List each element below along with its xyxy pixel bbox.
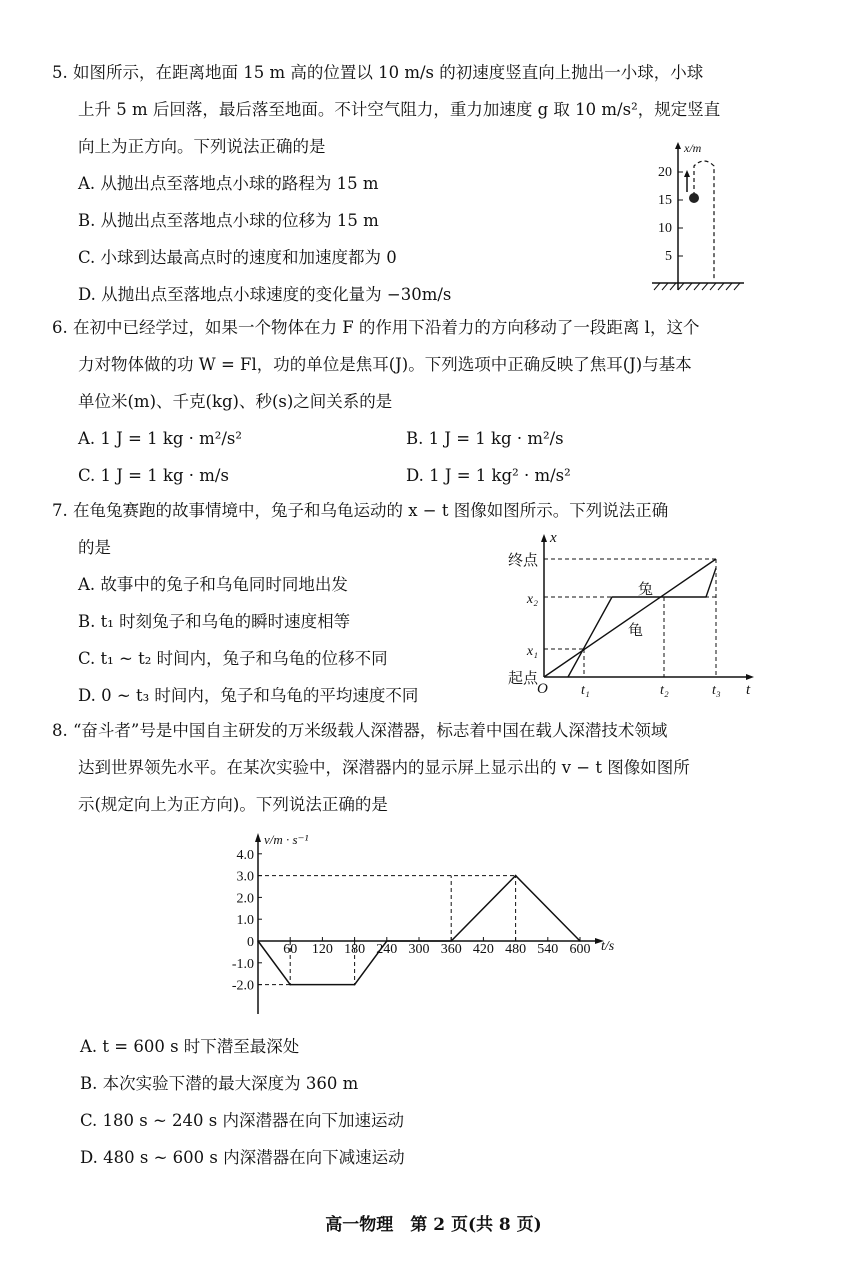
vt-y-tick-label: 3.0: [236, 869, 254, 885]
q5-axis-arrow: [675, 142, 681, 149]
q7-y-axis-label: x: [550, 530, 557, 546]
q7-origin: O: [537, 681, 548, 697]
vt-series-line: [258, 876, 580, 985]
q7-x-axis-label: t: [746, 682, 751, 698]
q5-figure: [640, 138, 750, 298]
q7-figure: [494, 528, 764, 704]
q5-tick-10: 10: [658, 221, 672, 236]
vt-y-tick-label: -1.0: [231, 956, 254, 972]
vt-x-tick-label: 180: [344, 942, 366, 957]
q5-tick-20: 20: [658, 165, 672, 180]
q5-option-c: C. 小球到达最高点时的速度和加速度都为 0: [78, 248, 397, 267]
vt-x-tick-label: 120: [311, 942, 333, 957]
vt-point: [354, 984, 356, 986]
q7-x1-label: x₁: [526, 644, 538, 659]
q7-line-1: 7. 在龟兔赛跑的故事情境中，兔子和乌龟运动的 x − t 图像如图所示。下列说法正确: [52, 501, 669, 520]
q5-option-a: A. 从抛出点至落地点小球的路程为 15 m: [78, 174, 379, 193]
vt-x-tick-label: 540: [537, 942, 559, 957]
q5-tick-15: 15: [658, 193, 672, 208]
q7-option-c: C. t₁ ~ t₂ 时间内，兔子和乌龟的位移不同: [78, 649, 388, 668]
q5-trajectory: [694, 161, 714, 280]
q5-tick-5: 5: [665, 249, 672, 264]
q7-line-2: 的是: [78, 538, 111, 557]
vt-x-tick-label: 300: [408, 942, 430, 957]
q5-option-d: D. 从抛出点至落地点小球速度的变化量为 −30m/s: [78, 285, 452, 304]
vt-x-tick-label: 60: [283, 942, 298, 957]
q5-ball: [689, 193, 699, 203]
vt-point: [257, 940, 259, 942]
vt-point: [386, 940, 388, 942]
q6-option-c: C. 1 J = 1 kg · m/s: [78, 466, 229, 485]
q6-line-3: 单位米(m)、千克(kg)、秒(s)之间关系的是: [78, 392, 393, 411]
q7-option-b: B. t₁ 时刻兔子和乌龟的瞬时速度相等: [78, 612, 351, 631]
vt-y-tick-label: -2.0: [231, 978, 254, 994]
vt-y-tick-label: 4.0: [236, 847, 254, 863]
q5-option-b: B. 从抛出点至落地点小球的位移为 15 m: [78, 211, 379, 230]
q7-finish-label: 终点: [507, 553, 538, 569]
vt-point: [450, 940, 452, 942]
vt-x-tick-label: 480: [505, 942, 527, 957]
q5-line-2: 上升 5 m 后回落，最后落至地面。不计空气阻力，重力加速度 g 取 10 m/s²，规定竖直: [78, 100, 721, 119]
q5-axis-label: x/m: [684, 141, 702, 155]
vt-x-tick-label: 360: [440, 942, 462, 957]
q8-option-c: C. 180 s ~ 240 s 内深潜器在向下加速运动: [80, 1111, 404, 1130]
q7-option-a: A. 故事中的兔子和乌龟同时同地出发: [78, 575, 348, 594]
vt-y-tick-label: 0: [247, 935, 254, 950]
q7-t3-label: t₃: [712, 683, 721, 698]
q6-option-b: B. 1 J = 1 kg · m²/s: [406, 429, 564, 448]
vt-point: [579, 940, 581, 942]
vt-point: [289, 984, 291, 986]
q8-line-1: 8. “奋斗者”号是中国自主研发的万米级载人深潜器，标志着中国在载人深潜技术领域: [52, 721, 668, 740]
q7-start-label: 起点: [507, 671, 538, 687]
q7-t1-label: t₁: [581, 683, 590, 698]
q7-turtle-label: 龟: [628, 623, 644, 639]
q7-option-d: D. 0 ~ t₃ 时间内，兔子和乌龟的平均速度不同: [78, 686, 419, 705]
vt-x-tick-label: 600: [569, 942, 591, 957]
vt-y-tick-label: 1.0: [236, 913, 254, 929]
q8-option-d: D. 480 s ~ 600 s 内深潜器在向下减速运动: [80, 1148, 405, 1167]
q6-option-a: A. 1 J = 1 kg · m²/s²: [78, 429, 243, 448]
q8-vt-chart: [220, 826, 630, 1026]
q5-ticks: [658, 165, 683, 264]
q6-line-2: 力对物体做的功 W = Fl，功的单位是焦耳(J)。下列选项中正确反映了焦耳(J)与基本: [78, 355, 692, 374]
vt-x-tick-label: 240: [376, 942, 398, 957]
q7-x2-label: x₂: [526, 592, 538, 607]
q7-turtle-line: [544, 559, 716, 677]
q5-line-3: 向上为正方向。下列说法正确的是: [78, 137, 326, 156]
q6-line-1: 6. 在初中已经学过，如果一个物体在力 F 的作用下沿着力的方向移动了一段距离 l，这个: [52, 318, 700, 337]
vt-y-tick-label: 2.0: [236, 891, 254, 907]
page-footer: 高一物理 第 2 页(共 8 页): [325, 1215, 542, 1235]
q8-line-2: 达到世界领先水平。在某次实验中，深潜器内的显示屏上显示出的 v − t 图像如图所: [78, 758, 690, 777]
q8-option-a: A. t = 600 s 时下潜至最深处: [80, 1037, 300, 1056]
q7-rabbit-label: 兔: [638, 582, 654, 598]
vt-y-label: v/m · s⁻¹: [264, 832, 309, 847]
q5-line-1: 5. 如图所示，在距离地面 15 m 高的位置以 10 m/s 的初速度竖直向上抛出一小球，小球: [52, 63, 704, 82]
q7-t2-label: t₂: [660, 683, 669, 698]
q5-ground-hatch: [654, 283, 740, 290]
vt-x-tick-label: 420: [472, 942, 494, 957]
vt-x-label: t/s: [601, 939, 615, 954]
q8-line-3: 示(规定向上为正方向)。下列说法正确的是: [78, 795, 388, 814]
q6-option-d: D. 1 J = 1 kg² · m/s²: [406, 466, 571, 485]
q8-option-b: B. 本次实验下潜的最大深度为 360 m: [80, 1074, 359, 1093]
vt-point: [515, 875, 517, 877]
